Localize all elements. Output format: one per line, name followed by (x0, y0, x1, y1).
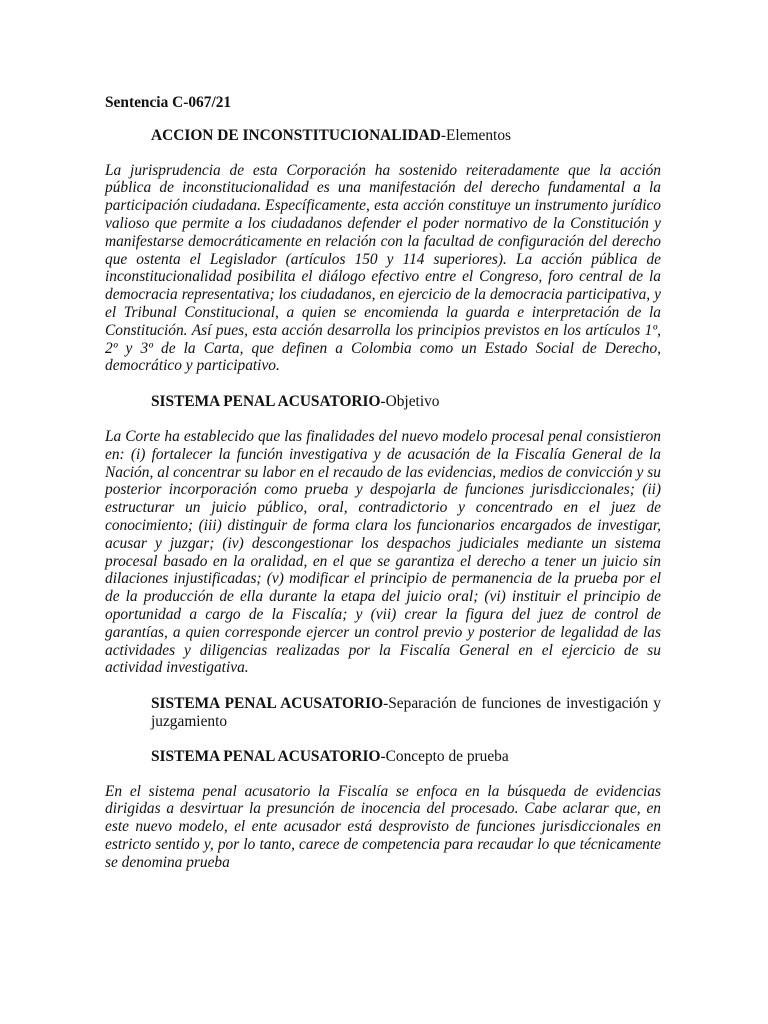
section-heading (105, 393, 661, 411)
heading-bold: SISTEMA PENAL ACUSATORIO (151, 393, 381, 411)
document-page (105, 94, 661, 889)
section-heading (105, 748, 661, 766)
heading-rest: -Separación de funciones de investigación y juzgamiento (151, 695, 661, 730)
section-heading (105, 695, 661, 731)
heading-bold: SISTEMA PENAL ACUSATORIO (151, 695, 384, 713)
heading-bold: ACCION DE INCONSTITUCIONALIDAD (151, 126, 441, 144)
section-paragraph: La Corte ha establecido que las finalidades del nuevo modelo procesal penal consistieron en: (i) fortalecer la función investigativa y de acusación de la Fiscalía General de la Nación, al concentrar su labor en el recaudo de las evidencias, medios de convicción y su posterior incorporación como prueba y despojarla de funciones jurisdiccionales; (ii) estructurar un juicio público, oral, contradictorio y concentrado en el juez de conocimiento; (iii) distinguir de forma clara los funcionarios encargados de investigar, acusar y juzgar; (iv) descongestionar los despachos judiciales mediante un sistema procesal basado en la oralidad, en el que se garantiza el derecho a tener un juicio sin dilaciones injustificadas; (v) modificar el principio de permanencia de la prueba por el de la producción de ella durante la etapa del juicio oral; (vi) instituir el principio de oportunidad a cargo de la Fiscalía; y (vii) crear la figura del juez de control de garantías, a quien corresponde ejercer un control previo y posterior de legalidad de las actividades y diligencias realizadas por la Fiscalía General en el ejercicio de su actividad investigativa. (105, 427, 661, 677)
heading-bold: SISTEMA PENAL ACUSATORIO (151, 747, 381, 765)
section-heading (105, 127, 661, 145)
document-title: Sentencia C-067/21 (105, 94, 232, 111)
section-paragraph: La jurisprudencia de esta Corporación ha sostenido reiteradamente que la acción pública de inconstitucionalidad es una manifestación del derecho fundamental a la participación ciudadana. Específicamente, esta acción constituye un instrumento jurídico valioso que permite a los ciudadanos defender el poder normativo de la Constitución y manifestarse democráticamente en relación con la facultad de configuración del derecho que ostenta el Legislador (artículos 150 y 114 superiores). La acción pública de inconstitucionalidad posibilita el diálogo efectivo entre el Congreso, foro central de la democracia representativa; los ciudadanos, en ejercicio de la democracia participativa, y el Tribunal Constitucional, a quien se encomienda la guarda e interpretación de la Constitución. Así pues, esta acción desarrolla los principios previstos en los artículos 1º, 2º y 3º de la Carta, que definen a Colombia como un Estado Social de Derecho, democrático y participativo. (105, 161, 661, 375)
section-paragraph: En el sistema penal acusatorio la Fiscalía se enfoca en la búsqueda de evidencias dirigidas a desvirtuar la presunción de inocencia del procesado. Cabe aclarar que, en este nuevo modelo, el ente acusador está desprovisto de funciones jurisdiccionales en estricto sentido y, por lo tanto, carece de competencia para recaudar lo que técnicamente se denomina prueba (105, 782, 661, 871)
heading-rest: -Objetivo (380, 393, 440, 411)
heading-rest: -Elementos (440, 126, 511, 144)
heading-rest: -Concepto de prueba (380, 747, 509, 765)
